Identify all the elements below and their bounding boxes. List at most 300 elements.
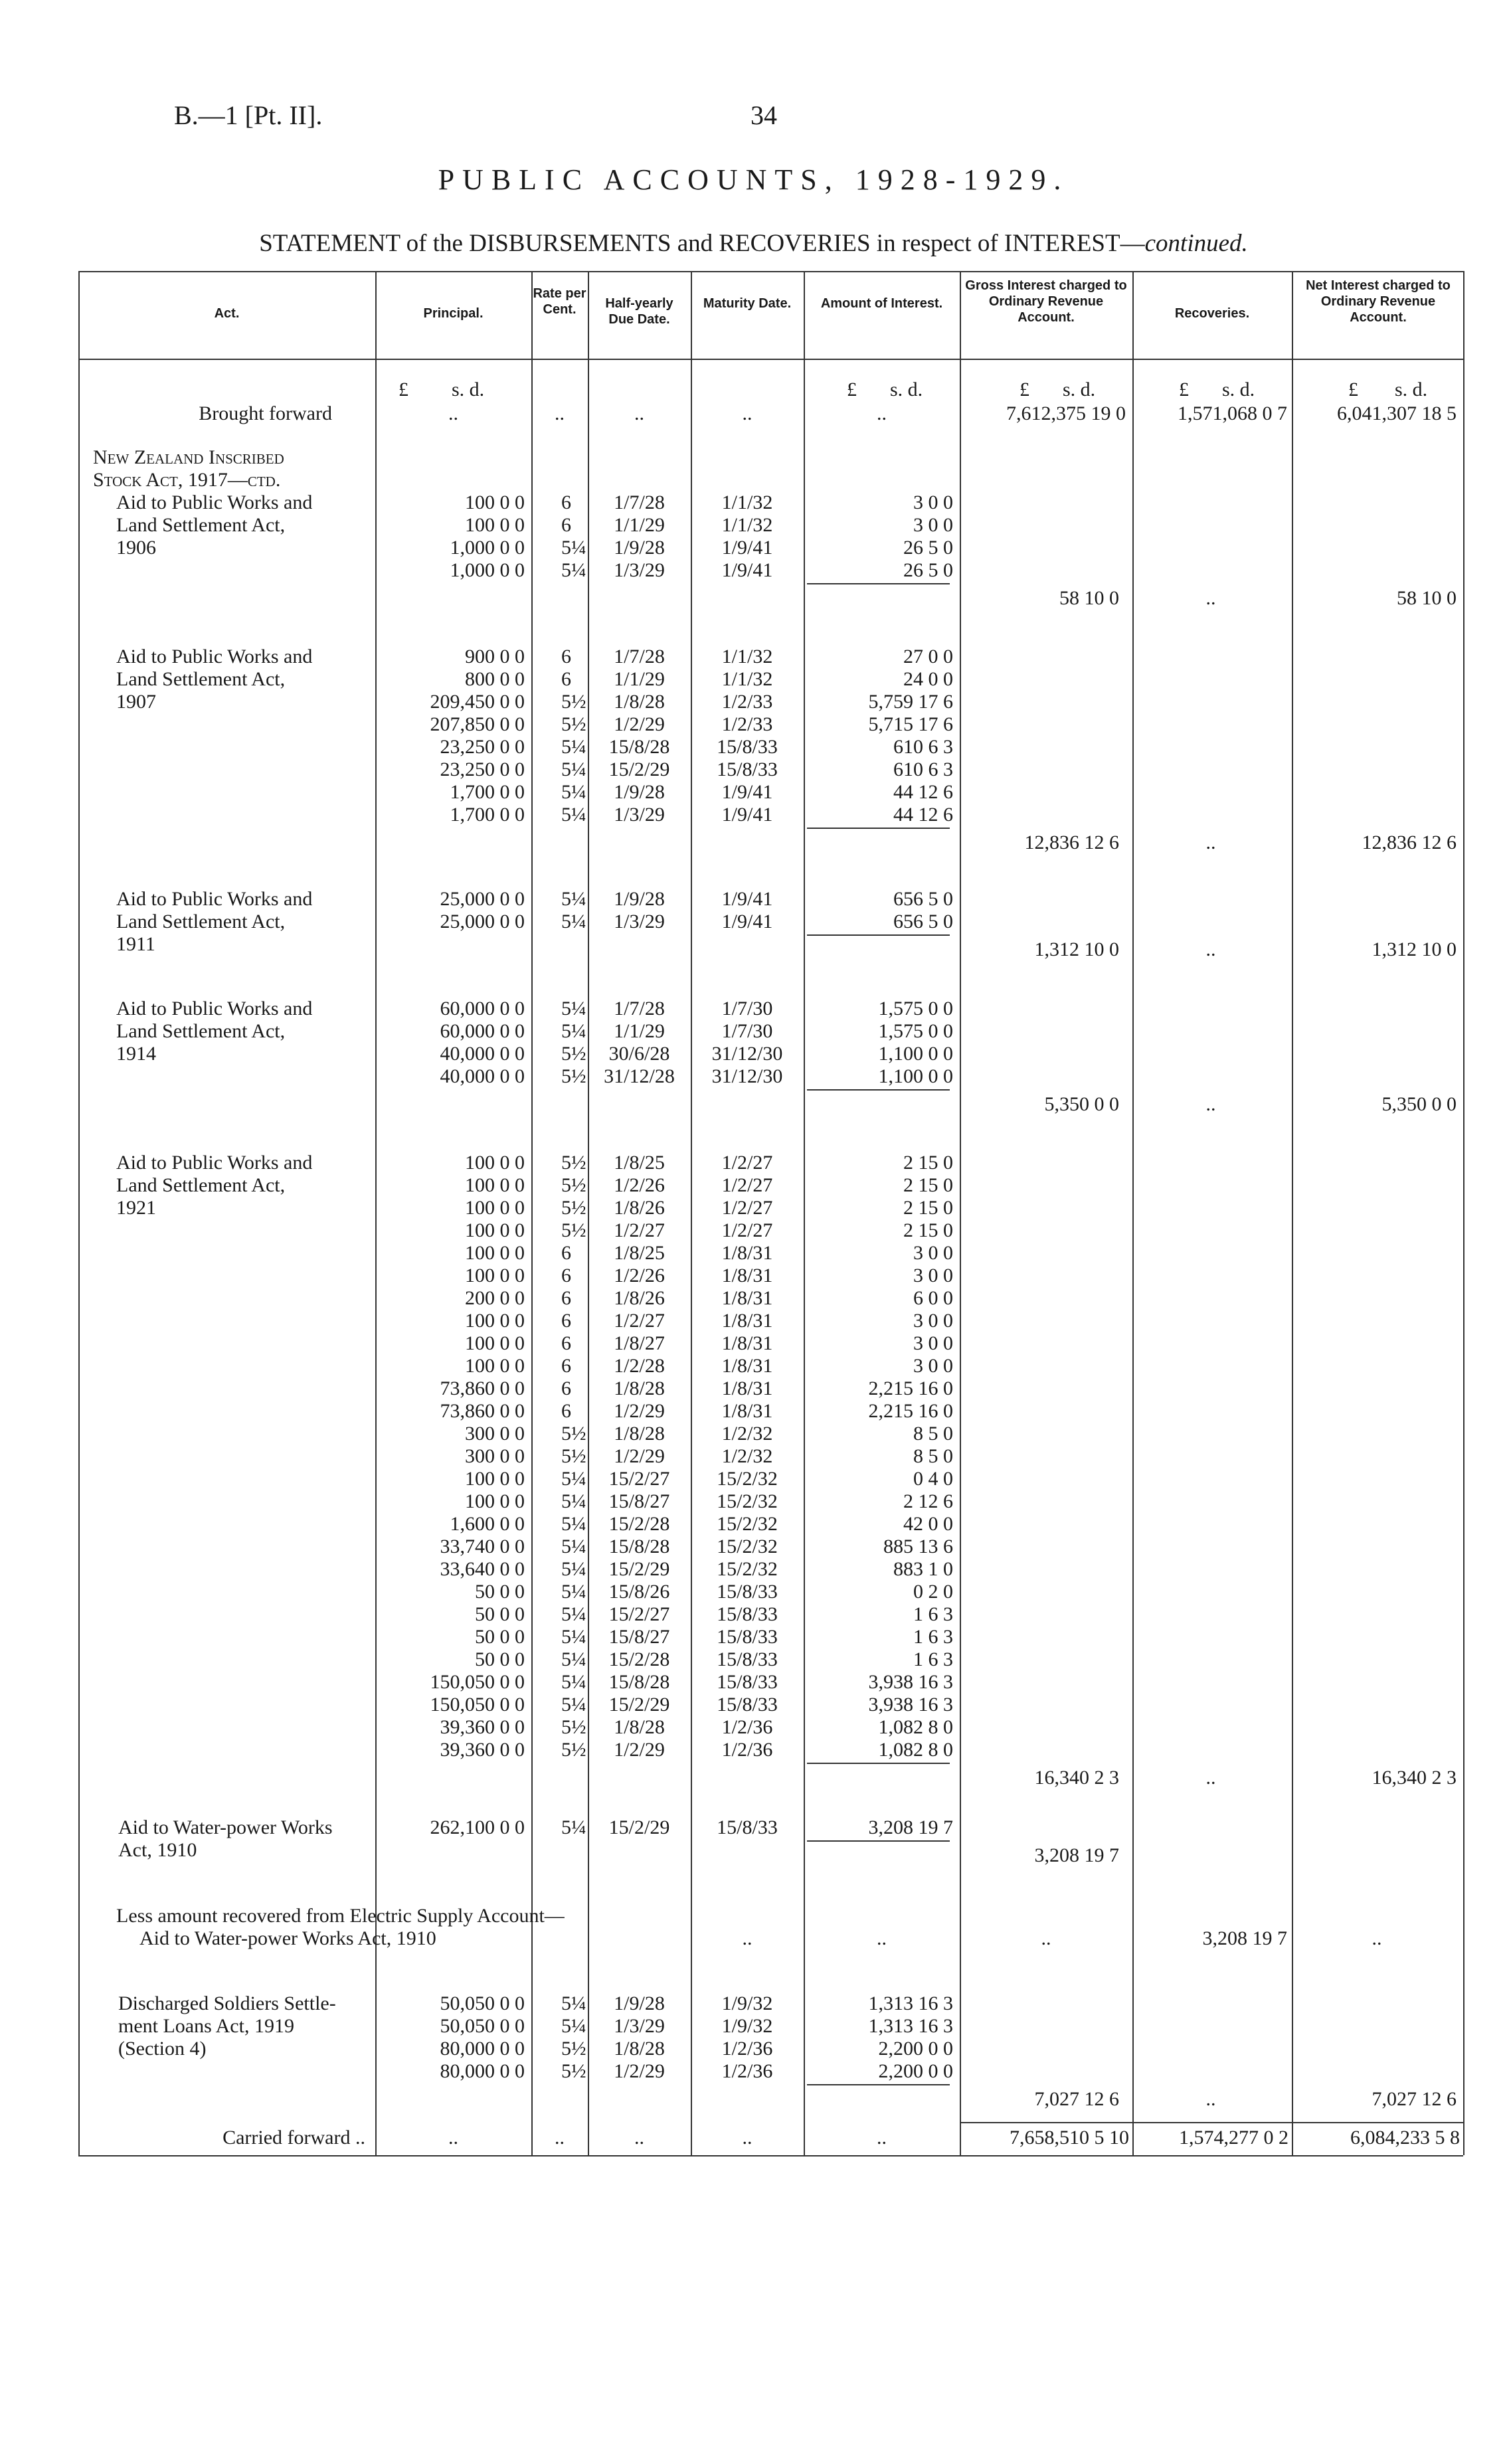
- table-row: [0, 1490, 1507, 1513]
- act-name-line: Act, 1910: [118, 1839, 197, 1861]
- maturity-cell: 1/8/31: [721, 1242, 773, 1264]
- subtotal-rule: [807, 828, 950, 829]
- amount-sd: s. d.: [890, 379, 923, 400]
- maturity-cell: 15/2/32: [717, 1468, 778, 1490]
- act-name-line: Land Settlement Act,: [116, 1174, 286, 1196]
- amount-cell: 1,313 16 3: [868, 2015, 953, 2037]
- half-cell: 15/2/28: [608, 1513, 670, 1535]
- principal-cell: 73,860 0 0: [440, 1377, 525, 1399]
- brought-forward-row: [0, 402, 1507, 425]
- table-row: [0, 1626, 1507, 1648]
- amount-cell: 2 15 0: [903, 1219, 953, 1241]
- table-row: [0, 668, 1507, 691]
- page-number: 34: [751, 100, 777, 130]
- col-maturity-header: Maturity Date.: [703, 296, 792, 311]
- maturity-cell: 1/2/36: [721, 1739, 773, 1761]
- principal-cell: 100 0 0: [465, 1310, 525, 1332]
- principal-cell: 23,250 0 0: [440, 758, 525, 780]
- amount-cell: 3,938 16 3: [868, 1694, 953, 1716]
- act-name-line: Land Settlement Act,: [116, 911, 286, 932]
- maturity-cell: 1/2/36: [721, 2060, 773, 2082]
- principal-cell: 100 0 0: [465, 1490, 525, 1512]
- half-cell: 1/8/26: [614, 1197, 665, 1219]
- half-cell: 1/2/29: [614, 713, 665, 735]
- carried-forward-row: [0, 2127, 1507, 2149]
- rate-cell: 5¼: [561, 1694, 586, 1716]
- half-cell: 1/9/28: [614, 888, 665, 910]
- amount-cell: 3 0 0: [913, 514, 953, 536]
- rate-cell: 5¼: [561, 1816, 586, 1838]
- amount-cell: 1,575 0 0: [878, 998, 953, 1019]
- rate-cell: 5½: [561, 1445, 586, 1467]
- table-row: [0, 1377, 1507, 1400]
- half-cell: 15/2/27: [608, 1603, 670, 1625]
- maturity-cell: 1/2/32: [721, 1445, 773, 1467]
- maturity-cell: 1/8/31: [721, 1400, 773, 1422]
- maturity-cell: 1/8/31: [721, 1265, 773, 1286]
- amount-cell: 610 6 3: [893, 736, 953, 758]
- amount-cell: 1,313 16 3: [868, 1992, 953, 2014]
- table-row: [0, 1581, 1507, 1603]
- act-name-line: Aid to Public Works and: [116, 646, 313, 667]
- table-row: [0, 911, 1507, 933]
- principal-cell: 150,050 0 0: [430, 1671, 525, 1693]
- principal-cell: 50 0 0: [475, 1648, 525, 1670]
- gross-total: 3,208 19 7: [1034, 1844, 1119, 1866]
- rate-cell: 5¼: [561, 804, 586, 826]
- amount-cell: 42 0 0: [903, 1513, 953, 1535]
- table-row: [0, 713, 1507, 736]
- maturity-cell: 15/8/33: [717, 1648, 778, 1670]
- principal-cell: 900 0 0: [465, 646, 525, 667]
- table-row: [0, 1739, 1507, 1761]
- maturity-cell: 15/8/33: [717, 1671, 778, 1693]
- principal-cell: 100 0 0: [465, 1174, 525, 1196]
- gross-sd: s. d.: [1063, 379, 1096, 400]
- amount-cell: 1 6 3: [913, 1626, 953, 1648]
- maturity-cell: 1/9/41: [721, 781, 773, 803]
- act-name-line: Land Settlement Act,: [116, 668, 286, 690]
- amount-cell: 2 15 0: [903, 1152, 953, 1174]
- carried-forward-gross: 7,658,510 5 10: [1010, 2127, 1129, 2149]
- act-name-line: Aid to Public Works and: [116, 1152, 313, 1174]
- dots: ..: [877, 1927, 887, 1949]
- half-cell: 1/2/27: [614, 1310, 665, 1332]
- table-row: [0, 888, 1507, 911]
- half-cell: 15/2/29: [608, 1816, 670, 1838]
- principal-cell: 39,360 0 0: [440, 1716, 525, 1738]
- amount-cell: 3 0 0: [913, 1265, 953, 1286]
- rate-cell: 5¼: [561, 1648, 586, 1670]
- brought-forward-net: 6,041,307 18 5: [1337, 402, 1457, 424]
- amount-cell: 656 5 0: [893, 888, 953, 910]
- half-cell: 1/2/26: [614, 1174, 665, 1196]
- maturity-cell: 15/8/33: [717, 1603, 778, 1625]
- table-row: [0, 758, 1507, 781]
- net-total: 7,027 12 6: [1372, 2088, 1457, 2110]
- amount-cell: 1,082 8 0: [878, 1716, 953, 1738]
- table-row: [0, 1355, 1507, 1377]
- half-cell: 1/2/26: [614, 1265, 665, 1286]
- maturity-cell: 1/8/31: [721, 1287, 773, 1309]
- less-recovered-line2: Aid to Water-power Works Act, 1910: [139, 1927, 436, 1949]
- maturity-cell: 1/2/33: [721, 713, 773, 735]
- rate-cell: 5¼: [561, 1020, 586, 1042]
- half-cell: 1/8/25: [614, 1152, 665, 1174]
- rate-cell: 6: [561, 1310, 571, 1332]
- half-cell: 15/2/29: [608, 1558, 670, 1580]
- amount-cell: 0 2 0: [913, 1581, 953, 1603]
- dots: ..: [742, 402, 753, 424]
- maturity-cell: 1/1/32: [721, 668, 773, 690]
- amount-cell: 1 6 3: [913, 1648, 953, 1670]
- principal-cell: 25,000 0 0: [440, 888, 525, 910]
- amount-cell: 26 5 0: [903, 537, 953, 559]
- rate-cell: 5¼: [561, 1468, 586, 1490]
- col-amount-header: Amount of Interest.: [820, 296, 943, 311]
- amount-cell: 3 0 0: [913, 1310, 953, 1332]
- rate-cell: 6: [561, 514, 571, 536]
- col-act-header: Act.: [214, 306, 240, 321]
- maturity-cell: 1/2/33: [721, 691, 773, 713]
- half-cell: 31/12/28: [604, 1065, 675, 1087]
- amount-cell: 6 0 0: [913, 1287, 953, 1309]
- rate-cell: 5¼: [561, 1626, 586, 1648]
- units-row: [0, 379, 1507, 401]
- dots: ..: [555, 402, 565, 424]
- principal-cell: 300 0 0: [465, 1423, 525, 1445]
- amount-cell: 26 5 0: [903, 559, 953, 581]
- principal-cell: 150,050 0 0: [430, 1694, 525, 1716]
- rate-cell: 5¼: [561, 781, 586, 803]
- amount-cell: 2 15 0: [903, 1174, 953, 1196]
- recoveries-sd: s. d.: [1222, 379, 1255, 400]
- col-principal-header: Principal.: [423, 306, 484, 321]
- amount-cell: 3 0 0: [913, 491, 953, 513]
- maturity-cell: 15/8/33: [717, 1626, 778, 1648]
- maturity-cell: 1/8/31: [721, 1332, 773, 1354]
- rate-cell: 6: [561, 1332, 571, 1354]
- half-cell: 30/6/28: [608, 1043, 670, 1065]
- amount-cell: 2,215 16 0: [868, 1377, 953, 1399]
- amount-cell: 1,575 0 0: [878, 1020, 953, 1042]
- table-end-rule: [78, 2155, 1463, 2156]
- rate-cell: 6: [561, 1377, 571, 1399]
- rate-cell: 5¼: [561, 736, 586, 758]
- amount-cell: 44 12 6: [893, 804, 953, 826]
- page-title: PUBLIC ACCOUNTS, 1928-1929.: [438, 163, 1069, 196]
- less-recovered-row: [0, 1927, 1507, 1950]
- principal-cell: 1,600 0 0: [450, 1513, 525, 1535]
- table-row: [0, 646, 1507, 668]
- maturity-cell: 1/2/36: [721, 2038, 773, 2060]
- gross-total: 5,350 0 0: [1044, 1093, 1119, 1115]
- act-name-line: Land Settlement Act,: [116, 1020, 286, 1042]
- rate-cell: 5½: [561, 1197, 586, 1219]
- principal-cell: 207,850 0 0: [430, 713, 525, 735]
- table-row: [0, 1694, 1507, 1716]
- table-row: [0, 1400, 1507, 1423]
- subtotal-rule: [807, 934, 950, 936]
- table-row: [0, 781, 1507, 804]
- act-name-line: Aid to Public Works and: [116, 888, 313, 910]
- net-total: 16,340 2 3: [1372, 1767, 1457, 1789]
- half-cell: 1/1/29: [614, 668, 665, 690]
- principal-sd: s. d.: [452, 379, 485, 400]
- recoveries-total: ..: [1205, 832, 1216, 853]
- principal-cell: 1,700 0 0: [450, 804, 525, 826]
- group-total-row: [0, 1767, 1507, 1789]
- half-cell: 15/2/28: [608, 1648, 670, 1670]
- maturity-cell: 15/8/33: [717, 758, 778, 780]
- gross-total: 12,836 12 6: [1024, 832, 1119, 853]
- amount-cell: 44 12 6: [893, 781, 953, 803]
- gross-pound: £: [1019, 379, 1029, 400]
- table-row: [0, 1468, 1507, 1490]
- amount-cell: 8 5 0: [913, 1445, 953, 1467]
- subtotal-rule: [807, 1840, 950, 1842]
- principal-cell: 50,050 0 0: [440, 1992, 525, 2014]
- rate-cell: 5¼: [561, 1513, 586, 1535]
- principal-cell: 33,740 0 0: [440, 1536, 525, 1557]
- table-row: [0, 1332, 1507, 1355]
- table-top-rule: [78, 271, 1463, 272]
- maturity-cell: 1/7/30: [721, 1020, 773, 1042]
- half-cell: 15/8/28: [608, 1671, 670, 1693]
- principal-cell: 800 0 0: [465, 668, 525, 690]
- act-name-line: (Section 4): [118, 2038, 207, 2060]
- table-row: [0, 1992, 1507, 2015]
- rate-cell: 5½: [561, 1716, 586, 1738]
- table-row: [0, 1671, 1507, 1694]
- table-row: [0, 559, 1507, 582]
- half-cell: 1/2/27: [614, 1219, 665, 1241]
- rate-cell: 6: [561, 491, 571, 513]
- table-row: [0, 1242, 1507, 1265]
- table-row: [0, 1603, 1507, 1626]
- maturity-cell: 1/8/31: [721, 1310, 773, 1332]
- act-name-line: Aid to Public Works and: [116, 998, 313, 1019]
- principal-cell: 33,640 0 0: [440, 1558, 525, 1580]
- table-row: [0, 1065, 1507, 1088]
- maturity-cell: 1/2/27: [721, 1197, 773, 1219]
- brought-forward-label: Brought forward: [199, 402, 332, 424]
- act-name-line: Discharged Soldiers Settle-: [118, 1992, 336, 2014]
- act-name-line: 1906: [116, 537, 156, 559]
- rate-cell: 5½: [561, 2038, 586, 2060]
- principal-cell: 1,700 0 0: [450, 781, 525, 803]
- maturity-cell: 1/7/30: [721, 998, 773, 1019]
- half-cell: 15/2/29: [608, 758, 670, 780]
- maturity-cell: 1/9/41: [721, 911, 773, 932]
- table-row: [0, 804, 1507, 826]
- maturity-cell: 1/9/41: [721, 537, 773, 559]
- recoveries-total: ..: [1205, 1767, 1216, 1789]
- half-cell: 1/8/25: [614, 1242, 665, 1264]
- act-name-line: 1911: [116, 933, 155, 955]
- principal-cell: 50 0 0: [475, 1626, 525, 1648]
- header-bottom-rule: [78, 359, 1463, 360]
- amount-pound: £: [847, 379, 857, 400]
- half-cell: 15/8/26: [608, 1581, 670, 1603]
- rate-cell: 5¼: [561, 888, 586, 910]
- amount-cell: 27 0 0: [903, 646, 953, 667]
- table-row: [0, 1558, 1507, 1581]
- maturity-cell: 15/8/33: [717, 1581, 778, 1603]
- table-row: [0, 1513, 1507, 1536]
- subtotal-rule: [807, 2084, 950, 2085]
- rate-cell: 5¼: [561, 758, 586, 780]
- rate-cell: 6: [561, 1242, 571, 1264]
- col-gross-header: Gross Interest charged to Ordinary Revenue Account.: [965, 278, 1127, 325]
- rate-cell: 5¼: [561, 537, 586, 559]
- col-net-header: Net Interest charged to Ordinary Revenue Account.: [1306, 278, 1451, 325]
- rate-cell: 6: [561, 1265, 571, 1286]
- half-cell: 1/8/27: [614, 1332, 665, 1354]
- half-cell: 1/9/28: [614, 1992, 665, 2014]
- recoveries-total: ..: [1205, 938, 1216, 960]
- table-row: [0, 1423, 1507, 1445]
- table-row: [0, 1445, 1507, 1468]
- principal-cell: 100 0 0: [465, 1242, 525, 1264]
- maturity-cell: 1/1/32: [721, 491, 773, 513]
- maturity-cell: 1/9/41: [721, 888, 773, 910]
- dots: ..: [555, 2127, 565, 2149]
- amount-cell: 3,208 19 7: [868, 1816, 953, 1838]
- table-row: [0, 691, 1507, 713]
- act-name-line: 1921: [116, 1197, 156, 1219]
- half-cell: 1/3/29: [614, 2015, 665, 2037]
- dots: ..: [634, 2127, 644, 2149]
- amount-cell: 2 15 0: [903, 1197, 953, 1219]
- rate-cell: 5¼: [561, 1490, 586, 1512]
- amount-cell: 885 13 6: [883, 1536, 953, 1557]
- table-row: [0, 1174, 1507, 1197]
- rate-cell: 6: [561, 668, 571, 690]
- principal-cell: 200 0 0: [465, 1287, 525, 1309]
- group-total-row: [0, 832, 1507, 854]
- principal-cell: 50 0 0: [475, 1603, 525, 1625]
- table-row: [0, 998, 1507, 1020]
- maturity-cell: 1/9/41: [721, 804, 773, 826]
- act-name-line: 1914: [116, 1043, 156, 1065]
- principal-cell: 100 0 0: [465, 1197, 525, 1219]
- rate-cell: 5½: [561, 1174, 586, 1196]
- amount-cell: 3,938 16 3: [868, 1671, 953, 1693]
- net-total: 12,836 12 6: [1362, 832, 1457, 853]
- net-total: 1,312 10 0: [1372, 938, 1457, 960]
- maturity-cell: 15/8/33: [717, 736, 778, 758]
- nz-act-heading-1: New Zealand Inscribed: [93, 446, 284, 468]
- amount-cell: 1,100 0 0: [878, 1065, 953, 1087]
- maturity-cell: 1/8/31: [721, 1377, 773, 1399]
- rate-cell: 5¼: [561, 2015, 586, 2037]
- net-total: 58 10 0: [1397, 587, 1457, 609]
- half-cell: 1/2/29: [614, 1739, 665, 1761]
- rate-cell: 6: [561, 646, 571, 667]
- table-row: [0, 514, 1507, 537]
- dots: ..: [742, 1927, 753, 1949]
- rate-cell: 5¼: [561, 998, 586, 1019]
- table-row: [0, 2038, 1507, 2060]
- dots: ..: [1041, 1927, 1051, 1949]
- maturity-cell: 31/12/30: [711, 1065, 783, 1087]
- half-cell: 15/8/27: [608, 1626, 670, 1648]
- rate-cell: 5¼: [561, 911, 586, 932]
- col-half-header: Half-yearly Due Date.: [605, 296, 673, 327]
- carried-forward-top-rule: [960, 2122, 1463, 2123]
- group-total-row: [0, 587, 1507, 610]
- maturity-cell: 1/2/27: [721, 1219, 773, 1241]
- maturity-cell: 1/2/32: [721, 1423, 773, 1445]
- principal-cell: 300 0 0: [465, 1445, 525, 1467]
- rate-cell: 5½: [561, 1739, 586, 1761]
- amount-cell: 1,100 0 0: [878, 1043, 953, 1065]
- maturity-cell: 15/2/32: [717, 1536, 778, 1557]
- dots: ..: [448, 402, 458, 424]
- principal-cell: 50 0 0: [475, 1581, 525, 1603]
- act-name-line: 1907: [116, 691, 156, 713]
- group-total-row: [0, 1844, 1507, 1867]
- table-row: [0, 1197, 1507, 1219]
- gross-total: 16,340 2 3: [1034, 1767, 1119, 1789]
- maturity-cell: 1/1/32: [721, 514, 773, 536]
- act-name-line: Aid to Water-power Works: [118, 1816, 333, 1838]
- rate-cell: 6: [561, 1400, 571, 1422]
- half-cell: 1/8/28: [614, 1377, 665, 1399]
- table-row: [0, 1648, 1507, 1671]
- rate-cell: 5¼: [561, 559, 586, 581]
- table-row: [0, 1020, 1507, 1043]
- maturity-cell: 15/2/32: [717, 1558, 778, 1580]
- maturity-cell: 1/2/36: [721, 1716, 773, 1738]
- amount-cell: 5,715 17 6: [868, 713, 953, 735]
- principal-cell: 60,000 0 0: [440, 998, 525, 1019]
- half-cell: 1/9/28: [614, 537, 665, 559]
- rate-cell: 5½: [561, 1152, 586, 1174]
- amount-cell: 610 6 3: [893, 758, 953, 780]
- principal-cell: 100 0 0: [465, 1152, 525, 1174]
- rate-cell: 5¼: [561, 1992, 586, 2014]
- statement-subtitle: STATEMENT of the DISBURSEMENTS and RECOVERIES in respect of INTEREST—continued.: [259, 230, 1248, 257]
- recoveries-total: ..: [1205, 1093, 1216, 1115]
- brought-forward-recoveries: 1,571,068 0 7: [1178, 402, 1287, 424]
- half-cell: 1/2/29: [614, 2060, 665, 2082]
- subtotal-rule: [807, 583, 950, 584]
- half-cell: 1/3/29: [614, 559, 665, 581]
- maturity-cell: 1/9/41: [721, 559, 773, 581]
- dots: ..: [742, 2127, 753, 2149]
- half-cell: 1/7/28: [614, 646, 665, 667]
- rate-cell: 5¼: [561, 1603, 586, 1625]
- rate-cell: 5½: [561, 1043, 586, 1065]
- amount-cell: 1,082 8 0: [878, 1739, 953, 1761]
- amount-cell: 2,200 0 0: [878, 2060, 953, 2082]
- col-rate-header: Rate per Cent.: [533, 286, 586, 317]
- table-row: [0, 491, 1507, 514]
- amount-cell: 656 5 0: [893, 911, 953, 932]
- maturity-cell: 1/2/27: [721, 1174, 773, 1196]
- maturity-cell: 15/2/32: [717, 1513, 778, 1535]
- dots: ..: [1372, 1927, 1382, 1949]
- table-row: [0, 1816, 1507, 1839]
- rate-cell: 5½: [561, 691, 586, 713]
- amount-cell: 3 0 0: [913, 1332, 953, 1354]
- rate-cell: 5½: [561, 1065, 586, 1087]
- table-row: [0, 1287, 1507, 1310]
- principal-cell: 1,000 0 0: [450, 559, 525, 581]
- principal-cell: 100 0 0: [465, 514, 525, 536]
